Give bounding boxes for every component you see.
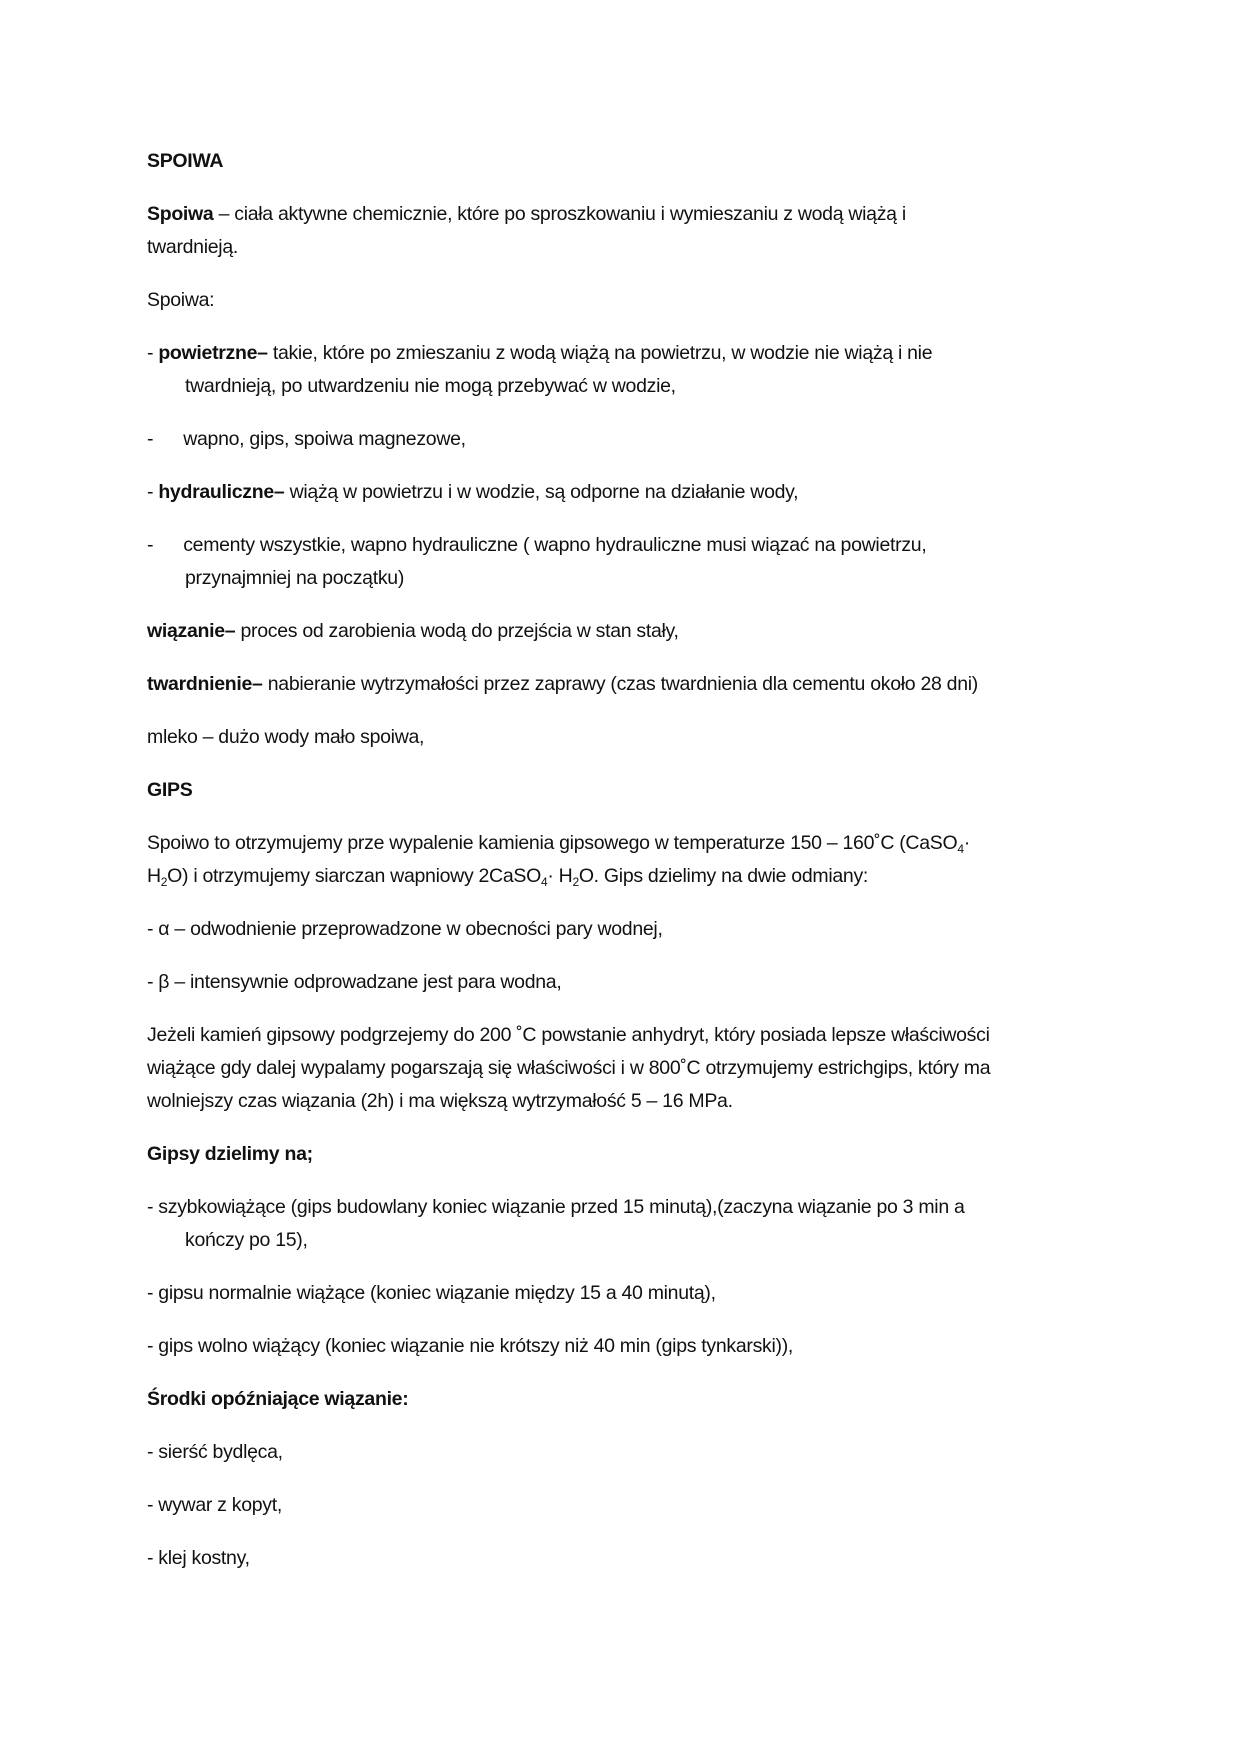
air-binders-text: takie, które po zmieszaniu z wodą wiążą na powietrzu, w wodzie nie wiążą i nie	[267, 342, 933, 364]
hydraulic-examples-line-2: przynajmniej na początku)	[185, 567, 405, 589]
types-label: Spoiwa:	[147, 289, 215, 311]
gips-type-slow: - gips wolno wiążący (koniec wiązanie nie krótszy niż 40 min (gips tynkarski)),	[147, 1335, 794, 1357]
air-examples-text: wapno, gips, spoiwa magnezowe,	[183, 428, 466, 450]
hardening-text: nabieranie wytrzymałości przez zaprawy (czas twardnienia dla cementu około 28 dni)	[262, 673, 978, 695]
text: O) i otrzymujemy siarczan wapniowy 2CaSO	[167, 865, 541, 887]
text: O. Gips dzielimy na dwie odmiany:	[578, 865, 869, 887]
hardening-definition	[147, 668, 978, 701]
text: Spoiwo to otrzymujemy prze wypalenie kamienia gipsowego w temperaturze 150 – 160˚C (CaSO	[147, 832, 958, 854]
bullet-dash: -	[147, 481, 159, 503]
anhydrite-line-1: Jeżeli kamień gipsowy podgrzejemy do 200 ˚C powstanie anhydryt, który posiada lepsze właściwości	[147, 1024, 990, 1046]
gips-intro-line-1	[147, 827, 970, 860]
beta-variant: - β – intensywnie odprowadzane jest para wodna,	[147, 971, 562, 993]
subscript: 4	[540, 875, 548, 889]
setting-term: wiązanie–	[147, 620, 236, 642]
hydraulic-examples-line-1	[147, 529, 926, 562]
subscript: 2	[572, 875, 579, 889]
anhydrite-line-2: wiążące gdy dalej wypalamy pogarszają się właściwości i w 800˚C otrzymujemy estrichgips, który ma	[147, 1057, 991, 1079]
retarder-item: - sierść bydlęca,	[147, 1441, 283, 1463]
definition-line-2: twardnieją.	[147, 236, 239, 258]
hydraulic-binders	[147, 476, 798, 509]
title-spoiwa: SPOIWA	[147, 150, 224, 172]
subscript: 4	[957, 842, 964, 856]
definition-term: Spoiwa	[147, 203, 214, 225]
bullet-dash: -	[147, 428, 154, 450]
air-binders-term: powietrzne–	[158, 342, 268, 364]
definition-text: ciała aktywne chemicznie, które po sproszkowaniu i wymieszaniu z wodą wiążą i	[234, 203, 906, 225]
gips-intro-line-2	[147, 860, 868, 893]
air-binders-line-1	[147, 337, 932, 370]
air-examples	[147, 423, 466, 456]
text: ·	[963, 832, 970, 854]
hydraulic-examples-text: cementy wszystkie, wapno hydrauliczne ( wapno hydrauliczne musi wiązać na powietrzu,	[183, 534, 927, 556]
definition-sep: –	[213, 203, 235, 225]
hydraulic-term: hydrauliczne–	[158, 481, 285, 503]
retarder-item: - wywar z kopyt,	[147, 1494, 282, 1516]
bullet-dash: -	[147, 534, 154, 556]
alpha-variant: - α – odwodnienie przeprowadzone w obecności pary wodnej,	[147, 918, 663, 940]
gips-type-fast-line-2: kończy po 15),	[185, 1229, 308, 1251]
hardening-term: twardnienie–	[147, 673, 263, 695]
setting-definition	[147, 615, 679, 648]
definition-line-1	[147, 198, 906, 231]
gips-type-fast-line-1: - szybkowiążące (gips budowlany koniec wiązanie przed 15 minutą),(zaczyna wiązanie po 3 min a	[147, 1196, 965, 1218]
text: H	[147, 865, 161, 887]
anhydrite-line-3: wolniejszy czas wiązania (2h) i ma większą wytrzymałość 5 – 16 MPa.	[147, 1090, 733, 1112]
air-binders-line-2: twardnieją, po utwardzeniu nie mogą przebywać w wodzie,	[185, 375, 676, 397]
gips-types-heading: Gipsy dzielimy na;	[147, 1143, 313, 1165]
milk-definition: mleko – dużo wody mało spoiwa,	[147, 726, 425, 748]
hydraulic-text: wiążą w powietrzu i w wodzie, są odporne na działanie wody,	[284, 481, 799, 503]
gips-type-normal: - gipsu normalnie wiążące (koniec wiązanie między 15 a 40 minutą),	[147, 1282, 716, 1304]
retarders-heading: Środki opóźniające wiązanie:	[147, 1388, 409, 1410]
retarder-item: - klej kostny,	[147, 1547, 250, 1569]
gips-heading: GIPS	[147, 779, 193, 801]
subscript: 2	[160, 875, 168, 889]
bullet-dash: -	[147, 342, 159, 364]
setting-text: proces od zarobienia wodą do przejścia w stan stały,	[235, 620, 679, 642]
text: · H	[547, 865, 573, 887]
